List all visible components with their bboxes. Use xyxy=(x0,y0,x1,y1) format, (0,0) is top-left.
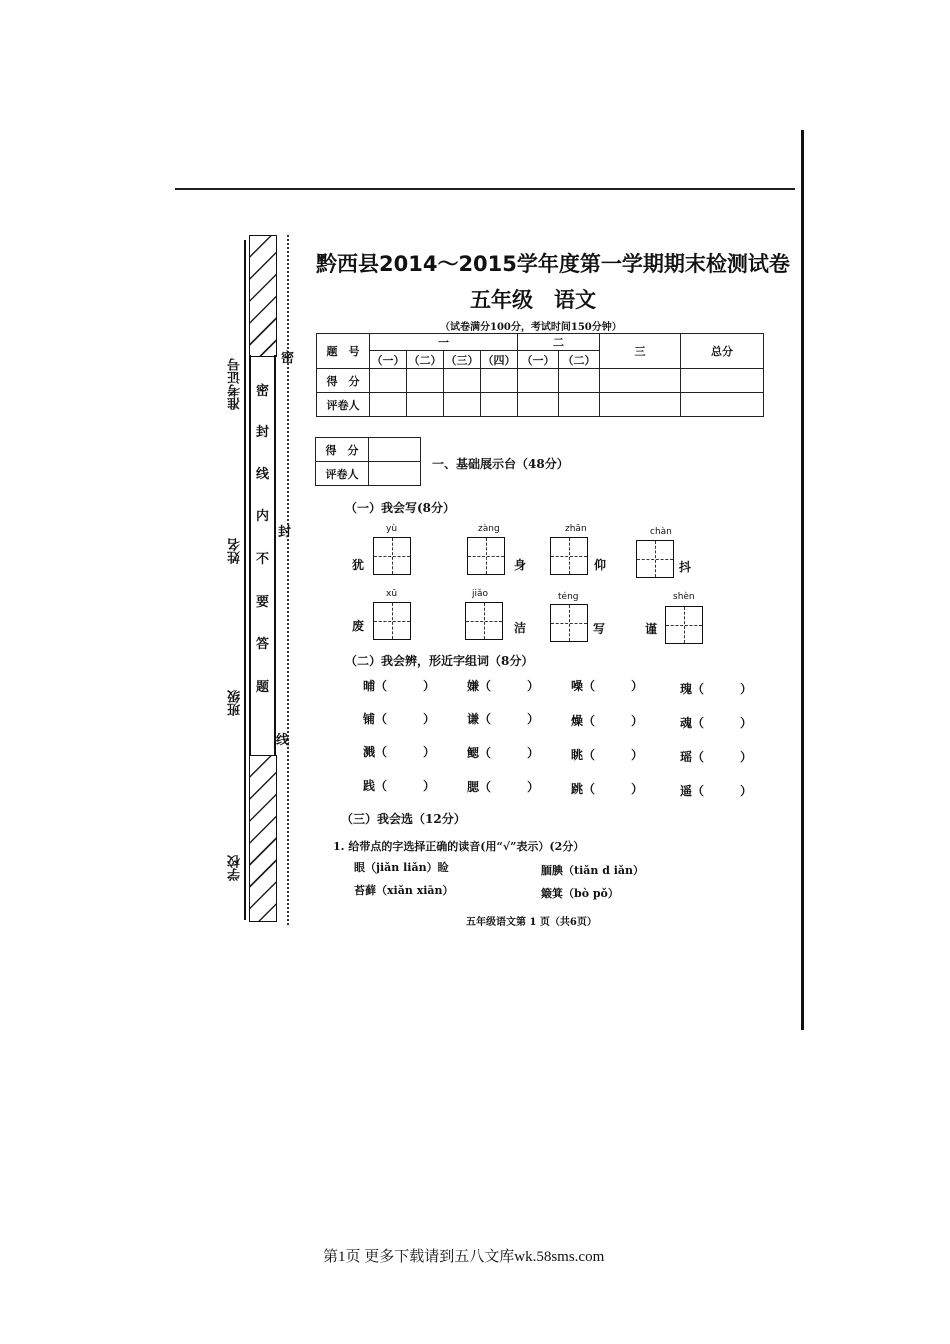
grader-cell[interactable] xyxy=(518,393,559,417)
seal-word: 要 xyxy=(256,595,270,610)
binding-line xyxy=(249,355,251,755)
part-title: （一）我会写(8分） xyxy=(345,501,456,515)
word-cell[interactable]: 眺（ ） xyxy=(571,748,644,762)
row-label: 得 分 xyxy=(317,369,370,393)
grader-cell[interactable] xyxy=(444,393,481,417)
word-cell[interactable]: 瑰（ ） xyxy=(680,682,753,696)
field-label-name: 姓名 xyxy=(228,538,243,564)
binding-line xyxy=(274,355,276,755)
answer-option[interactable]: 眼（jiǎn liǎn）睑 xyxy=(354,861,449,874)
context-char: 身 xyxy=(514,558,527,572)
seal-word: 线 xyxy=(256,467,270,482)
seal-word: 内 xyxy=(256,509,270,524)
sub-header: （一） xyxy=(518,351,559,369)
group-header: 二 xyxy=(518,334,600,351)
word-cell[interactable]: 鳃（ ） xyxy=(467,746,540,760)
seal-word: 答 xyxy=(256,637,270,652)
score-cell[interactable] xyxy=(407,369,444,393)
score-cell[interactable] xyxy=(370,369,407,393)
grader-cell[interactable] xyxy=(559,393,600,417)
field-label-class: 班级 xyxy=(228,690,243,716)
cut-line xyxy=(287,235,289,925)
writing-grid[interactable] xyxy=(550,537,588,575)
grader-cell[interactable] xyxy=(681,393,764,417)
answer-option[interactable]: 苔藓（xiǎn xiān） xyxy=(354,884,454,897)
word-cell[interactable]: 燥（ ） xyxy=(571,714,644,728)
score-cell[interactable] xyxy=(681,369,764,393)
grader-label: 评卷人 xyxy=(316,462,369,486)
pinyin-label: téng xyxy=(558,592,579,602)
context-char: 抖 xyxy=(679,560,692,574)
answer-option[interactable]: 簸箕（bò pǒ） xyxy=(541,887,619,900)
word-cell[interactable]: 晡（ ） xyxy=(363,679,436,693)
context-char: 谨 xyxy=(645,622,658,636)
pinyin-label: jiǎo xyxy=(472,589,489,599)
seal-word: 密 xyxy=(256,384,270,399)
outer-seal-word: 线 xyxy=(276,733,290,748)
word-cell[interactable]: 谦（ ） xyxy=(467,712,540,726)
pinyin-label: chàn xyxy=(650,527,672,537)
score-cell[interactable] xyxy=(600,369,681,393)
right-border xyxy=(801,130,804,1030)
question-text: 1. 给带点的字选择正确的读音(用“√”表示）(2分） xyxy=(333,840,585,853)
word-cell[interactable]: 铺（ ） xyxy=(363,712,436,726)
pinyin-label: yù xyxy=(386,524,398,534)
pinyin-label: xū xyxy=(386,589,398,599)
writing-grid[interactable] xyxy=(550,604,588,642)
seal-word: 题 xyxy=(256,680,270,695)
page-footer: 第1页 更多下载请到五八文库wk.58sms.com xyxy=(323,1249,605,1265)
writing-grid[interactable] xyxy=(665,606,703,644)
sub-header: （四） xyxy=(481,351,518,369)
part-title: （三）我会选（12分） xyxy=(341,812,466,826)
exam-subtitle: 五年级 语文 xyxy=(470,288,596,312)
row-label: 评卷人 xyxy=(317,393,370,417)
score-cell[interactable] xyxy=(559,369,600,393)
answer-option[interactable]: 腼腆（tiǎn d iǎn） xyxy=(541,864,645,877)
word-cell[interactable]: 溅（ ） xyxy=(363,745,436,759)
hatched-binding-strip xyxy=(249,235,277,357)
outer-seal-word: 封 xyxy=(278,525,292,540)
context-char: 废 xyxy=(352,619,365,633)
pinyin-label: zàng xyxy=(478,524,500,534)
word-cell[interactable]: 魂（ ） xyxy=(680,716,753,730)
word-cell[interactable]: 践（ ） xyxy=(363,779,436,793)
sub-header: （三） xyxy=(444,351,481,369)
score-cell[interactable] xyxy=(518,369,559,393)
hatched-binding-strip xyxy=(249,755,277,922)
word-cell[interactable]: 瑶（ ） xyxy=(680,750,753,764)
section-grader-cell[interactable] xyxy=(369,462,421,486)
sub-header: （二） xyxy=(407,351,444,369)
score-cell[interactable] xyxy=(444,369,481,393)
writing-grid[interactable] xyxy=(467,537,505,575)
sub-header: （一） xyxy=(370,351,407,369)
context-char: 洁 xyxy=(514,621,527,635)
field-label-admission-number: 准考证号 xyxy=(228,358,243,410)
pinyin-label: zhān xyxy=(565,524,587,534)
seal-word: 不 xyxy=(256,552,270,567)
context-char: 犹 xyxy=(352,558,365,572)
exam-title: 黔西县2014～2015学年度第一学期期末检测试卷 xyxy=(316,252,790,276)
writing-grid[interactable] xyxy=(373,602,411,640)
context-char: 仰 xyxy=(594,558,607,572)
writing-grid[interactable] xyxy=(373,537,411,575)
total-header: 总分 xyxy=(681,334,764,369)
outer-seal-word: 密 xyxy=(281,351,295,366)
field-label-school: 学校 xyxy=(228,855,243,881)
part-title: （二）我会辨，形近字组词（8分） xyxy=(345,654,534,668)
grader-cell[interactable] xyxy=(407,393,444,417)
seal-word: 封 xyxy=(256,425,270,440)
row-label: 题 号 xyxy=(317,334,370,369)
section-grader-box xyxy=(315,437,421,486)
grader-cell[interactable] xyxy=(370,393,407,417)
section-score-cell[interactable] xyxy=(369,438,421,462)
score-table xyxy=(316,333,764,417)
group-header: 三 xyxy=(600,334,681,369)
writing-grid[interactable] xyxy=(636,540,674,578)
scan-page-footer: 五年级语文第 1 页（共6页） xyxy=(466,917,597,928)
writing-grid[interactable] xyxy=(465,602,503,640)
grader-cell[interactable] xyxy=(600,393,681,417)
exam-note: （试卷满分100分，考试时间150分钟） xyxy=(440,322,622,333)
section-title: 一、基础展示台（48分） xyxy=(432,457,569,471)
word-cell[interactable]: 腮（ ） xyxy=(467,780,540,794)
score-cell[interactable] xyxy=(481,369,518,393)
field-line xyxy=(244,240,246,920)
word-cell[interactable]: 噪（ ） xyxy=(571,679,644,693)
sub-header: （二） xyxy=(559,351,600,369)
word-cell[interactable]: 跳（ ） xyxy=(571,782,644,796)
group-header: 一 xyxy=(370,334,518,351)
word-cell[interactable]: 遥（ ） xyxy=(680,784,753,798)
pinyin-label: shèn xyxy=(673,592,695,602)
grader-label: 得 分 xyxy=(316,438,369,462)
context-char: 写 xyxy=(593,622,606,636)
word-cell[interactable]: 嫌（ ） xyxy=(467,679,540,693)
grader-cell[interactable] xyxy=(481,393,518,417)
top-rule xyxy=(175,188,795,190)
